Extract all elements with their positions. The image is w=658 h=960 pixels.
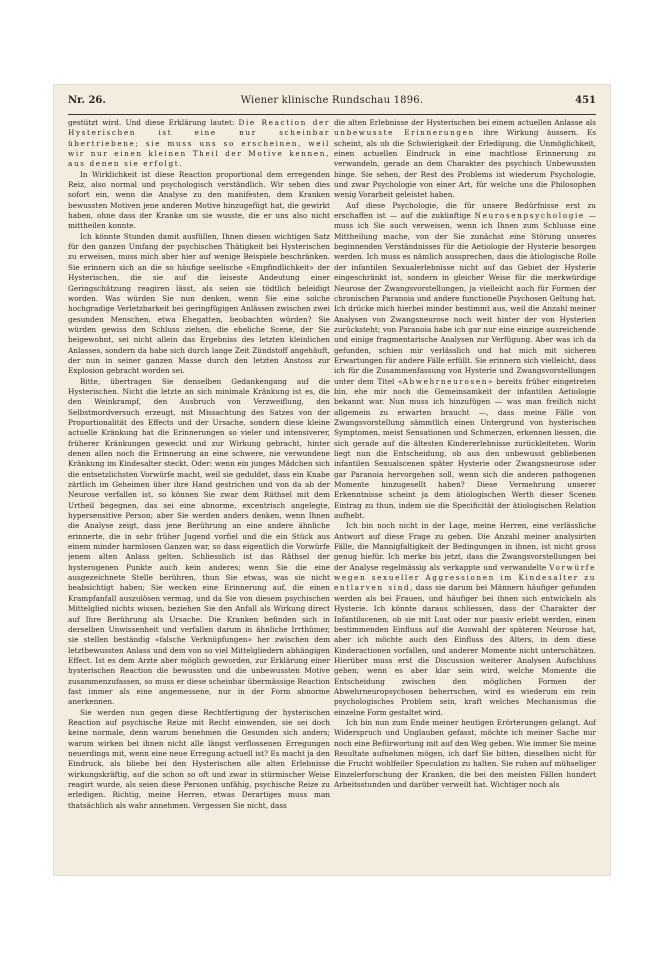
page-number: 451 <box>575 95 596 106</box>
paragraph: Sie werden nun gegen diese Rechtfertigung der hysterischen Reaction auf psychische Reize mit Recht einwenden, sie sei doch keine normale, denn warum benehmen die Gesunden sich anders; warum wirken bei ihnen nicht alle längst verflossenen Erregungen neuerdings mit, wenn eine neue Erregung actuell ist? Es macht ja den Eindruck, als bliebe bei den Hysterischen alle alten Erlebnisse wirkungskräftig, auf die schon so oft und zwar in stürmischer Weise reagirt wurde, als seien diese Personen unfähig, psychische Reize zu erledigen. Richtig, meine Herren, etwas Derartiges muss man thatsächlich als wahr annehmen. Vergessen Sie nicht, dass <box>68 707 330 810</box>
emphasis-text: Abwehrneurosen <box>402 376 489 386</box>
text-run: Ich bin noch nicht in der Lage, meine Herren, eine verlässliche Antwort auf diese Frage zu geben. Die Anzahl meiner analysirten Fälle, die Mannigfaltigkeit der Bedingungen in ihnen, ist nicht gross genug hiefür. Ich merke bis jetzt, dass die Zwangsvorstellungen bei der Analyse regelmässig als verkappte und verwandelte <box>334 521 596 572</box>
paragraph: Ich könnte Stunden damit ausfüllen, Ihnen diesen wichtigen Satz für den ganzen Umfang der psychischen Thätigkeit bei Hysterischen zu erweisen, muss mich aber hier auf wenige Beispiele beschränken. Sie erinnern sich an die so häufige seelische «Empfindlichkeit» der Hysterischen, die sie auf die leiseste Andeutung einer Geringschätzung reagiren lässt, als seien sie tödtlich beleidigt worden. Was würden Sie nun denken, wenn Sie eine solche hochgradige Verletzbarkeit bei geringfügigen Anlässen zwischen zwei gesunden Menschen, etwa Ehegatten, beobachten würden? Sie würden gewiss den Schluss ziehen, die eheliche Scene, der Sie beigewohnt, sei nicht allein das Ergebniss des letzten kleinlichen Anlasses, sondern da habe sich durch lange Zeit Zündstoff angehäuft, der nun in seiner ganzen Masse durch den letzten Anstoss zur Explosion gebracht worden sei. <box>68 231 330 376</box>
emphasis-text: Die Reaction der Hysterischen ist eine nur scheinbar übertriebene; sie muss uns so erscheinen, weil wir nur einen kleinen Theil der Motive kennen, aus denen sie erfolgt. <box>68 118 330 169</box>
paragraph <box>334 201 596 522</box>
journal-title: Wiener klinische Rundschau 1896. <box>240 95 424 106</box>
text-run: — muss ich Sie auch verweisen, wenn ich Ihnen zum Schlusse eine Mittheilung mache, von der Sie zunächst eine Störung unseres beginnenden Verständnisses für die Aetiologie der Hysterie besorgen werden. Ich muss es nämlich aussprechen, dass die ätiologische Rolle der infantilen Sexualerlebnisse nicht auf das Gebiet der Hysterie eingeschränkt ist, sondern in gleicher Weise für die merkwürdige Neurose der Zwangsvorstellungen, ja vielleicht auch für Formen der chronischen Paranoia und andere functionelle Psychosen Geltung hat. Ich drücke mich hierbei minder bestimmt aus, weil die Anzahl meiner Analysen von Zwangsneurose noch weit hinter der von Hysterien zurücksteht; von Paranoia habe ich gar nur eine einzige ausreichende und einige fragmentarische Analysen zur Verfügung. Aber was ich da gefunden, schien mir verlässlich und hat mich mit sicheren Erwartungen für andere Fälle erfüllt. Sie erinnern sich vielleicht, dass ich für die Zusammenfassung von Hysterie und Zwangsvorstellungen unter dem Titel « <box>334 211 596 386</box>
text-run: die alten Erlebnisse der Hysterischen bei einem actuellen Anlasse als <box>334 118 596 127</box>
emphasis-text: Neurosenpsychologie <box>474 211 585 221</box>
paragraph: In Wirklichkeit ist diese Reaction proportional dem erregenden Reiz, also normal und psychologisch verständlich. Wir sehen dies sofort ein, wenn die Analyse zu den manifesten, dem Kranken bewussten Motiven jene anderen Motive hinzugefügt hat, die gewirkt haben, ohne dass der Kranke um sie wusste, die er uns also nicht mittheilen konnte. <box>68 169 330 231</box>
paragraph <box>68 118 330 170</box>
emphasis-text: unbewusste Erinnerungen <box>334 128 475 138</box>
paragraph <box>334 118 596 201</box>
issue-number: Nr. 26. <box>68 95 106 106</box>
text-run: , dass sie darum bei Männern häufiger gefunden werden als bei Frauen, und häufiger bei ihnen sich entwickeln als Hysterie. Ich könnte daraus schliessen, dass der Charakter der Infantilscenen, ob sie mit Lust oder nur passiv erlebt werden, einen bestimmenden Einfluss auf die Auswahl der späteren Neurose hat, aber ich möchte auch den Einfluss des Alters, in dem diese Kinderactionen vorfallen, und anderer Momente nicht unterschätzen. Hierüber muss erst die Discussion weiterer Analysen Aufschluss geben; wenn es aber klar sein wird, welche Momente die Entscheidung zwischen den möglichen Formen der Abwehrneuropsychosen beherrschen, wird es wiederum ein rein psychologisches Problem sein, kraft welches Mechanismus die einzelne Form gestaltet wird. <box>334 583 596 717</box>
paragraph: Ich bin nun zum Ende meiner heutigen Erörterungen gelangt. Auf Widerspruch und Unglauben gefasst, möchte ich meiner Sache nur noch eine Befürwortung mit auf den Weg geben. Wie immer Sie meine Resultate aufnehmen mögen, ich darf Sie bitten, dieselben nicht für die Frucht wohlfeiler Speculation zu halten. Sie ruhen auf mühseliger Einzelerforschung der Kranken, die bei den meisten Fällen hundert Arbeitsstunden und darüber verweilt hat. Wichtiger noch als <box>334 717 596 789</box>
emphasis-text: Vorwürfe wegen sexueller Aggressionen im Kindesalter zu entlarven sind <box>334 562 596 593</box>
text-run: » bereits früher eingetreten bin, ehe mir noch die Gemeinsamkeit der infantilen Aetiologie bekannt war. Nun muss ich hinzufügen — was man freilich nicht allgemein zu erwarten braucht —, dass meine Fälle von Zwangsvorstellung sämmtlich einen Untergrund von hysterischen Symptomen, meist Sensationen und Schmerzen, erkennen liessen, die sich gerade auf die ältesten Kindererlebnisse zurückleiteten. Worin liegt nun die Entscheidung, ob aus den unbewusst gebliebenen infantilen Sexualscenen später Hysterie oder Zwangsneurose oder gar Paranoia hervorgehen soll, wenn sich die anderen pathogenen Momente hinzugesellt haben? Diese Vermehrung unserer Erkenntnisse scheint ja dem ätiologischen Werth dieser Scenen Eintrag zu thun, indem sie die Specificität der ätiologischen Relation aufhebt. <box>334 376 596 521</box>
running-header <box>68 95 596 111</box>
text-run: ihre Wirkung äussern. Es scheint, als ob die Schwierigkeit der Erledigung, die Unmöglichkeit, einen actuellen Eindruck in eine machtlose Erinnerung zu verwandeln, gerade an dem Charakter des psychisch Unbewussten hinge. Sie sehen, der Rest des Problems ist wiederum Psychologie, und zwar Psychologie von einer Art, für welche uns die Philosophen wenig Vorarbeit geleistet haben. <box>334 128 596 200</box>
left-column <box>68 118 330 863</box>
text-run: gestützt wird. Und diese Erklärung lautet: <box>68 118 239 127</box>
paragraph: Bitte, übertragen Sie denselben Gedankengang auf die Hysterischen. Nicht die letzte an sich minimale Kränkung ist es, die den Weinkrampf, den Ausbruch von Verzweiflung, den Selbstmordversuch erzeugt, mit Missachtung des Satzes von der Proportionalität des Effects und der Ursache, sondern diese kleine actuelle Kränkung hat die Erinnerungen so vieler und intensiverer, früherer Kränkungen geweckt und zur Wirkung gebracht, hinter denen allen noch die Erinnerung an eine schwere, nie verwundene Kränkung im Kindesalter steckt. Oder: wenn ein junges Mädchen sich die entsetzlichsten Vorwürfe macht, weil sie geduldet, dass ein Knabe zärtlich im Geheimen über ihre Hand gestrichen und von da ab der Neurose verfallen ist, so können Sie zwar dem Räthsel mit dem Urtheil begegnen, das sei eine abnorme, excentrisch angelegte, hypersensitive Person; aber Sie werden anders denken, wenn Ihnen die Analyse zeigt, dass jene Berührung an eine andere ähnliche erinnerte, die in sehr früher Jugend vorfiel und die ein Stück aus einem minder harmlosen Ganzen war, so dass eigentlich die Vorwürfe jenem alten Anlass gelten. Schliesslich ist das Räthsel der hysterogenen Punkte auch kein anderes; wenn Sie die eine ausgezeichnete Stelle berühren, thun Sie etwas, was sie nicht beabsichtigt haben; Sie wecken eine Erinnerung auf, die einen Krampfanfall auszulösen vermag, und da Sie von diesem psychischen Mittelglied nichts wissen, beziehen Sie den Anfall als Wirkung direct auf Ihre Berührung als Ursache. Die Kranken befinden sich in derselben Unwissenheit und verfallen darum in ähnliche Irrthümer, sie stellen beständig «falsche Verknüpfungen» her zwischen dem letztbewussten Anlass und dem von so viel Mittelgliedern abhängigen Effect. Ist es dem Arzte aber möglich geworden, zur Erklärung einer hysterischen Reaction die bewussten und die unbewussten Motive zusammenzufassen, so muss er diese scheinbar übermässige Reaction fast immer als eine angemessene, nur in der Form abnorme anerkennen. <box>68 376 330 707</box>
right-column <box>334 118 596 863</box>
journal-page <box>54 85 610 875</box>
text-run: Auf diese Psychologie, die für unsere Bedürfnisse erst zu erschaffen ist — auf die zukünftige <box>334 200 596 221</box>
paragraph <box>334 521 596 718</box>
header-rule <box>68 114 596 115</box>
